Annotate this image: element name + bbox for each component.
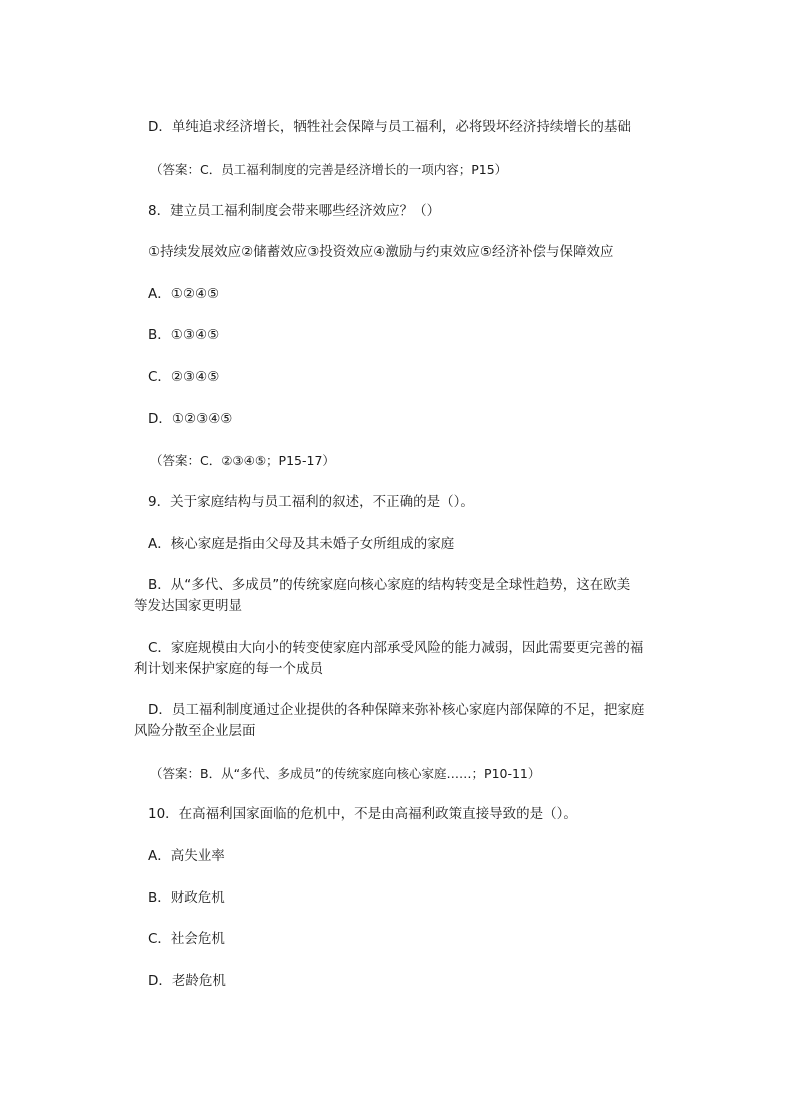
option-b-q9-line2: 等发达国家更明显 xyxy=(134,598,242,614)
answer-q8: （答案：C．②③④⑤；P15-17） xyxy=(150,453,335,468)
option-c-q9-line1: C．家庭规模由大向小的转变使家庭内部承受风险的能力减弱，因此需要更完善的福 xyxy=(148,640,644,656)
answer-q9: （答案：B．从“多代、多成员”的传统家庭向核心家庭……；P10-11） xyxy=(150,766,541,781)
option-b-q8: B．①③④⑤ xyxy=(148,327,220,343)
answer-q7: （答案：C．员工福利制度的完善是经济增长的一项内容；P15） xyxy=(150,162,508,177)
option-c-q9-line2: 利计划来保护家庭的每一个成员 xyxy=(134,661,323,677)
question-8: 8．建立员工福利制度会带来哪些经济效应？（） xyxy=(148,203,441,219)
option-d-q10: D．老龄危机 xyxy=(148,973,226,989)
option-d-q7: D．单纯追求经济增长，牺牲社会保障与员工福利，必将毁坏经济持续增长的基础 xyxy=(148,119,631,135)
option-a-q9: A．核心家庭是指由父母及其未婚子女所组成的家庭 xyxy=(148,536,455,552)
option-b-q10: B．财政危机 xyxy=(148,890,225,906)
question-10: 10．在高福利国家面临的危机中，不是由高福利政策直接导致的是（）。 xyxy=(148,806,577,822)
option-a-q8: A．①②④⑤ xyxy=(148,286,220,302)
option-a-q10: A．高失业率 xyxy=(148,848,225,864)
option-d-q9-line1: D．员工福利制度通过企业提供的各种保障来弥补核心家庭内部保障的不足，把家庭 xyxy=(148,702,645,718)
option-d-q8: D．①②③④⑤ xyxy=(148,411,233,427)
option-b-q9-line1: B．从“多代、多成员”的传统家庭向核心家庭的结构转变是全球性趋势，这在欧美 xyxy=(148,577,631,593)
question-8-statements: ①持续发展效应②储蓄效应③投资效应④激励与约束效应⑤经济补偿与保障效应 xyxy=(148,244,614,260)
option-c-q8: C．②③④⑤ xyxy=(148,369,220,385)
question-9: 9．关于家庭结构与员工福利的叙述，不正确的是（）。 xyxy=(148,494,474,510)
option-c-q10: C．社会危机 xyxy=(148,931,225,947)
option-d-q9-line2: 风险分散至企业层面 xyxy=(134,723,256,739)
